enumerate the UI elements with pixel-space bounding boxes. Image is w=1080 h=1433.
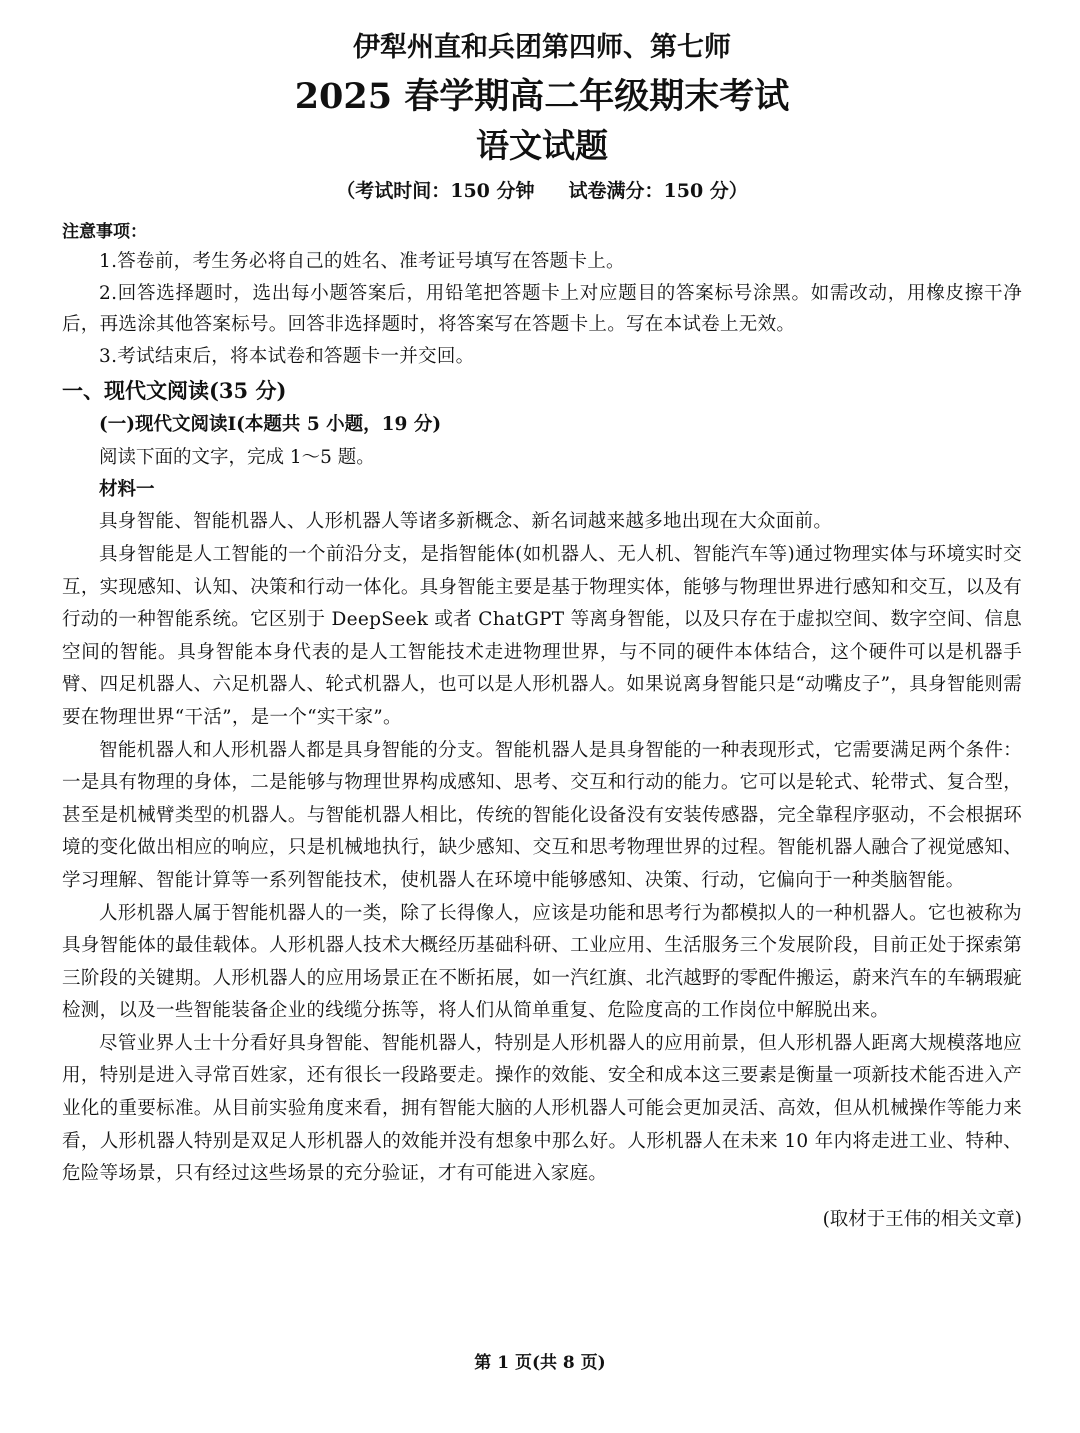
section-title: 一、现代文阅读(35 分)	[62, 378, 287, 404]
exam-meta	[62, 178, 1022, 204]
passage-paragraph: 尽管业界人士十分看好具身智能、智能机器人，特别是人形机器人的应用前景，但人形机器人距离大规模落地应用，特别是进入寻常百姓家，还有很长一段路要走。操作的效能、安全和成本这三要素是衡量一项新技术能否进入产业化的重要标准。从目前实验角度来看，拥有智能大脑的人形机器人可能会更加灵活、高效，但从机械操作等能力来看，人形机器人特别是双足人形机器人的效能并没有想象中那么好。人形机器人在未来 10 年内将走进工业、特种、危险等场景，只有经过这些场景的充分验证，才有可能进入家庭。	[62, 1032, 1022, 1185]
passage-paragraph: 具身智能、智能机器人、人形机器人等诸多新概念、新名词越来越多地出现在大众面前。	[99, 511, 833, 533]
exam-time: （考试时间：150 分钟	[336, 180, 535, 202]
notice-title: 注意事项：	[62, 222, 147, 242]
exam-organization: 伊犁州直和兵团第四师、第七师	[353, 32, 731, 63]
subject-title: 语文试题	[476, 126, 608, 165]
subsection-title: (一)现代文阅读Ⅰ(本题共 5 小题，19 分)	[99, 414, 442, 436]
notice-block	[62, 218, 1022, 372]
reading-instruction: 阅读下面的文字，完成 1～5 题。	[99, 447, 375, 469]
exam-title: 2025 春学期高二年级期末考试	[294, 76, 790, 117]
exam-full-score: 试卷满分：150 分）	[568, 180, 748, 202]
passage-paragraph: 具身智能是人工智能的一个前沿分支，是指智能体(如机器人、无人机、智能汽车等)通过物理实体与环境实时交互，实现感知、认知、决策和行动一体化。具身智能主要是基于物理实体，能够与物理世界进行感知和交互，以及有行动的一种智能系统。它区别于 DeepSeek 或者 ChatGPT 等离身智能，以及只存在于虚拟空间、数字空间、信息空间的智能。具身智能本身代表的是人工智能技术走进物理世界，与不同的硬件本体结合，这个硬件可以是机器手臂、四足机器人、六足机器人、轮式机器人，也可以是人形机器人。如果说离身智能只是“动嘴皮子”，具身智能则需要在物理世界“干活”，是一个“实干家”。	[62, 543, 1022, 728]
passage-source: (取材于王伟的相关文章)	[822, 1208, 1022, 1230]
page-number: 第 1 页(共 8 页)	[474, 1353, 606, 1373]
notice-item: 3.考试结束后，将本试卷和答题卡一并交回。	[99, 345, 475, 367]
notice-item: 2.回答选择题时，选出每小题答案后，用铅笔把答题卡上对应题目的答案标号涂黑。如需改动，用橡皮擦干净后，再选涂其他答案标号。回答非选择题时，将答案写在答题卡上。写在本试卷上无效。	[62, 282, 1022, 336]
passage-paragraph: 智能机器人和人形机器人都是具身智能的分支。智能机器人是具身智能的一种表现形式，它需要满足两个条件：一是具有物理的身体，二是能够与物理世界构成感知、思考、交互和行动的能力。它可以是轮式、轮带式、复合型，甚至是机械臂类型的机器人。与智能机器人相比，传统的智能化设备没有安装传感器，完全靠程序驱动，不会根据环境的变化做出相应的响应，只是机械地执行，缺少感知、交互和思考物理世界的过程。智能机器人融合了视觉感知、学习理解、智能计算等一系列智能技术，使机器人在环境中能够感知、决策、行动，它偏向于一种类脑智能。	[62, 739, 1022, 891]
passage-paragraph: 人形机器人属于智能机器人的一类，除了长得像人，应该是功能和思考行为都模拟人的一种机器人。它也被称为具身智能体的最佳载体。人形机器人技术大概经历基础科研、工业应用、生活服务三个发展阶段，目前正处于探索第三阶段的关键期。人形机器人的应用场景正在不断拓展，如一汽红旗、北汽越野的零配件搬运，蔚来汽车的车辆瑕疵检测，以及一些智能装备企业的线缆分拣等，将人们从简单重复、危险度高的工作岗位中解脱出来。	[62, 902, 1022, 1022]
material-label: 材料一	[99, 479, 155, 501]
reading-passage	[62, 506, 1022, 1190]
notice-item: 1.答卷前，考生务必将自己的姓名、准考证号填写在答题卡上。	[99, 251, 625, 272]
